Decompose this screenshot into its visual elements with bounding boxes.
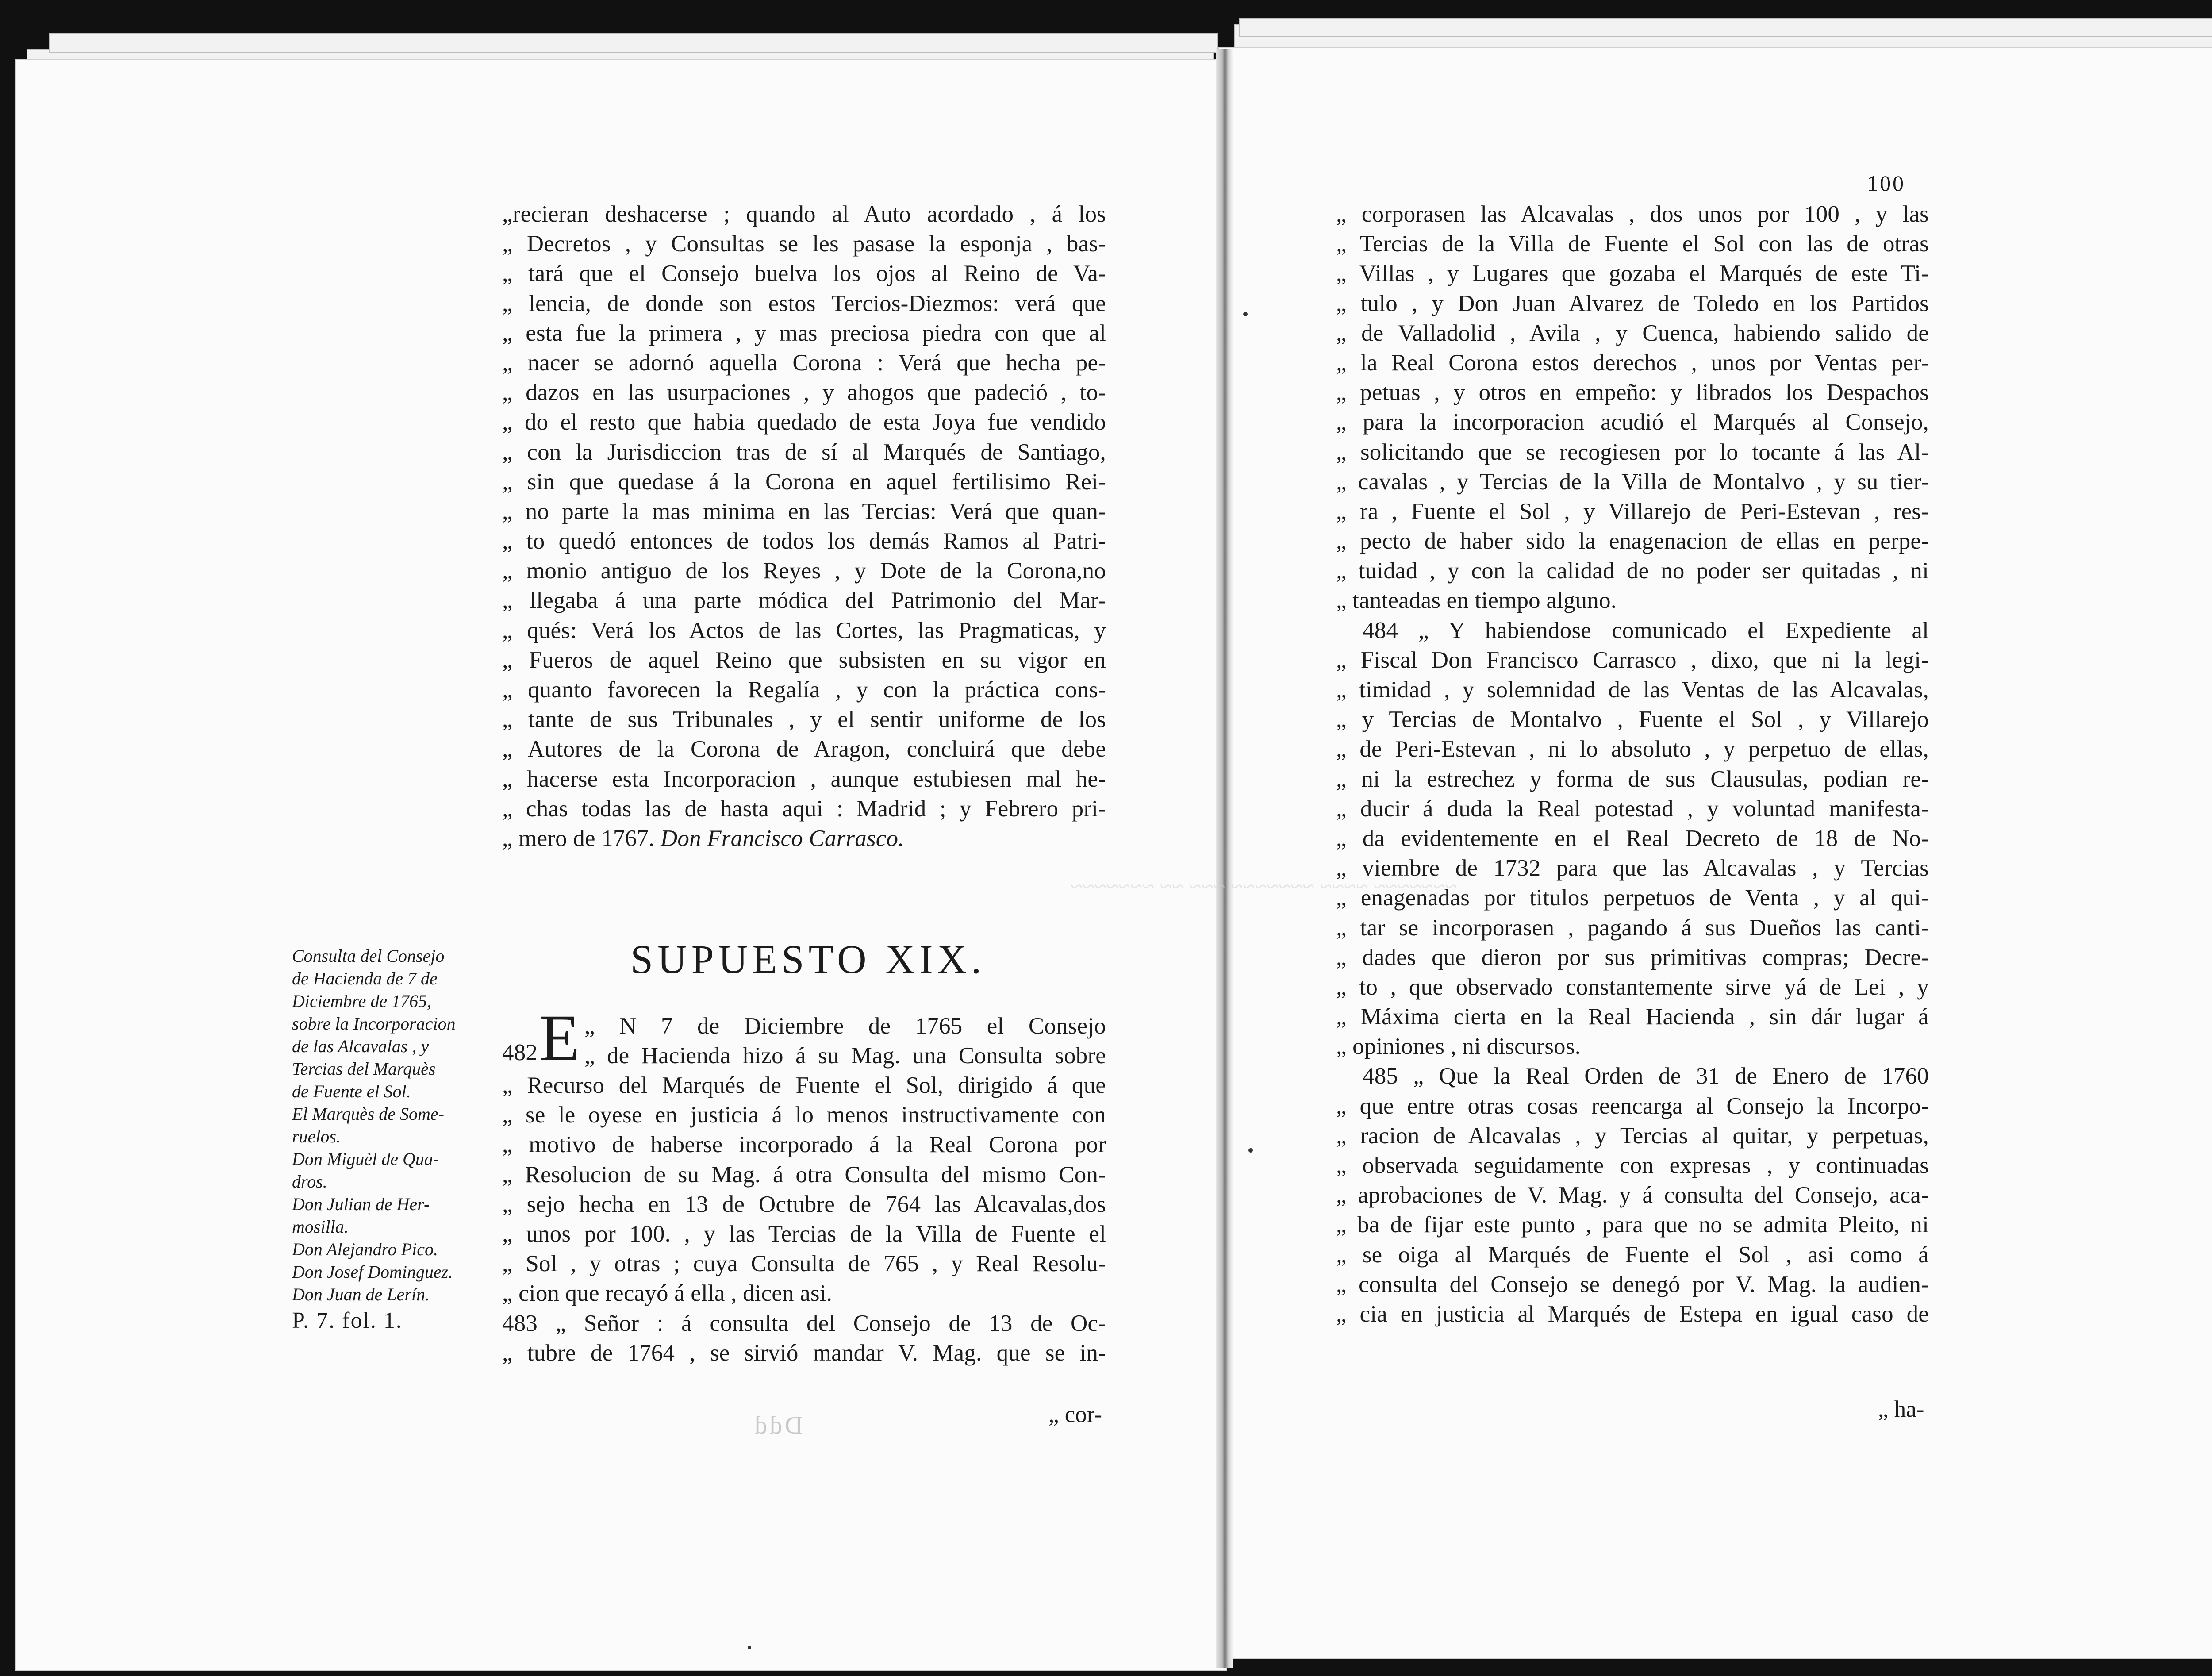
text-line: „ pecto de haber sido la enagenacion de ellas en perpe- <box>1336 528 1929 554</box>
text-line: „ ba de fijar este punto , para que no se admita Pleito, ni <box>1336 1212 1929 1238</box>
text-line: „ to , que observado constantemente sirve yá de Lei , y <box>1336 974 1929 1000</box>
text-line: „ do el resto que habia quedado de esta Joya fue vendido <box>502 409 1106 435</box>
text-line: „ Resolucion de su Mag. á otra Consulta del mismo Con- <box>502 1161 1106 1188</box>
text-line: „ da evidentemente en el Real Decreto de 18 de No- <box>1336 825 1929 851</box>
text-line: „ tará que el Consejo buelva los ojos al Reino de Va- <box>502 261 1106 287</box>
text-line: „ viembre de 1732 para que las Alcavalas , y Tercias <box>1336 855 1929 881</box>
ink-dot <box>748 1646 751 1649</box>
text-line: „ unos por 100. , y las Tercias de la Villa de Fuente el <box>502 1221 1106 1247</box>
text-line: „ Autores de la Corona de Aragon, concluirá que debe <box>502 736 1106 762</box>
paragraph-number: 482 <box>502 1040 538 1065</box>
text-line: „ Decretos , y Consultas se les pasase la esponja , bas- <box>502 231 1106 257</box>
text-line: „ nacer se adornó aquella Corona : Verá que hecha pe- <box>502 350 1106 376</box>
text-line: 483 „ Señor : á consulta del Consejo de 13 de Oc- <box>502 1310 1106 1336</box>
text-line: „ Villas , y Lugares que gozaba el Marqués de este Ti- <box>1336 261 1929 287</box>
marginal-line: Diciembre de 1765, <box>292 991 432 1011</box>
text-line: „ N 7 de Diciembre de 1765 el Consejo <box>584 1013 1106 1039</box>
text-line: 484 „ Y habiendose comunicado el Expediente al <box>1363 617 1929 643</box>
closing-signature: Don Francisco Carrasco. <box>660 825 904 851</box>
text-line: 485 „ Que la Real Orden de 31 de Enero de 1760 <box>1363 1063 1929 1089</box>
closing-line <box>502 824 1106 853</box>
catchword: „ ha- <box>1878 1396 1924 1422</box>
text-line: „ tubre de 1764 , se sirvió mandar V. Mag. que se in- <box>502 1340 1106 1366</box>
text-line: „ ducir á duda la Real potestad , y voluntad manifesta- <box>1336 796 1929 822</box>
text-line: „ to quedó entonces de todos los demás Ramos al Patri- <box>502 528 1106 554</box>
text-line: „ Tercias de la Villa de Fuente el Sol con las de otras <box>1336 231 1929 257</box>
marginal-line: mosilla. <box>292 1217 349 1237</box>
text-line: „ cavalas , y Tercias de la Villa de Montalvo , y su tier- <box>1336 469 1929 495</box>
text-line: „ qués: Verá los Actos de las Cortes, las Pragmaticas, y <box>502 617 1106 643</box>
marginal-line: Don Alejandro Pico. <box>292 1239 438 1259</box>
paragraph-482-opening <box>502 1001 1106 1075</box>
text-line: „ petuas , y otros en empeño: y librados los Despachos <box>1336 380 1929 406</box>
text-line: „ motivo de haberse incorporado á la Real Corona por <box>502 1132 1106 1158</box>
drop-cap: E <box>539 1001 580 1075</box>
text-line: „ se le oyese en justicia á lo menos instructivamente con <box>502 1102 1106 1128</box>
text-line: „ opiniones , ni discursos. <box>1336 1034 1581 1060</box>
page-edge <box>1239 18 2212 37</box>
closing-line-date: „ mero de 1767. <box>502 825 655 851</box>
text-line: „ Fueros de aquel Reino que subsisten en su vigor en <box>502 647 1106 673</box>
text-line: „ solicitando que se recogiesen por lo tocante á las Al- <box>1336 439 1929 465</box>
text-line: „ no parte la mas minima en las Tercias: Verá que quan- <box>502 498 1106 524</box>
text-line: „ que entre otras cosas reencarga al Consejo la Incorpo- <box>1336 1093 1929 1119</box>
text-line: „ de Peri-Estevan , ni lo absoluto , y perpetuo de ellas, <box>1336 736 1929 762</box>
text-line: „ aprobaciones de V. Mag. y á consulta del Consejo, aca- <box>1336 1182 1929 1208</box>
right-text-column <box>1336 200 1929 1329</box>
text-line: „ Fiscal Don Francisco Carrasco , dixo, que ni la legi- <box>1336 647 1929 673</box>
marginal-line: dros. <box>292 1172 327 1192</box>
text-line: „ dazos en las usurpaciones , y ahogos que padeció , to- <box>502 380 1106 406</box>
marginal-note <box>292 945 500 1332</box>
text-line: „ tulo , y Don Juan Alvarez de Toledo en los Partidos <box>1336 290 1929 316</box>
marginal-line: Don Julian de Her- <box>292 1194 430 1214</box>
marginal-line: El Marquès de Some- <box>292 1104 444 1124</box>
text-line: „ observada seguidamente con expresas , y continuadas <box>1336 1153 1929 1178</box>
text-line: „ monio antiguo de los Reyes , y Dote de la Corona,no <box>502 558 1106 584</box>
text-line: „ de Valladolid , Avila , y Cuenca, habiendo salido de <box>1336 320 1929 346</box>
marginal-line: sobre la Incorporacion <box>292 1014 456 1034</box>
text-line: „ Recurso del Marqués de Fuente el Sol, dirigido á que <box>502 1072 1106 1098</box>
text-line: „ racion de Alcavalas , y Tercias al quitar, y perpetuas, <box>1336 1122 1929 1149</box>
text-line: „ tuidad , y con la calidad de no poder ser quitadas , ni <box>1336 558 1929 584</box>
text-line: „ tanteadas en tiempo alguno. <box>1336 588 1617 614</box>
signature-mark: Ddd <box>752 1412 803 1439</box>
marginal-reference: P. 7. fol. 1. <box>292 1308 403 1333</box>
text-line: „ ra , Fuente el Sol , y Villarejo de Peri-Estevan , res- <box>1336 498 1929 524</box>
text-line: „ llegaba á una parte módica del Patrimonio del Mar- <box>502 588 1106 614</box>
section-heading: SUPUESTO XIX. <box>630 937 986 982</box>
marginal-line: de Fuente el Sol. <box>292 1081 411 1101</box>
marginal-line: Consulta del Consejo <box>292 946 445 966</box>
marginal-line: Don Josef Dominguez. <box>292 1262 453 1282</box>
page-number: 100 <box>1867 171 1905 196</box>
marginal-line: ruelos. <box>292 1126 341 1146</box>
book-gutter <box>1216 49 1233 1668</box>
text-line: „ timidad , y solemnidad de las Ventas de las Alcavalas, <box>1336 677 1929 703</box>
text-line: „ de Hacienda hizo á su Mag. una Consulta sobre <box>584 1043 1106 1069</box>
ink-dot <box>1248 1148 1253 1153</box>
bleed-through-text: ~~~~~~~ ~~~~ ~~~~~~~ ~~~ ~~ ~~~~~~~ <box>1071 874 1458 899</box>
text-line: „ tante de sus Tribunales , y el sentir uniforme de los <box>502 707 1106 733</box>
ink-dot <box>1243 312 1248 316</box>
text-line: „ Máxima cierta en la Real Hacienda , sin dár lugar á <box>1336 1004 1929 1030</box>
text-line: „ Sol , y otras ; cuya Consulta de 765 , y Real Resolu- <box>502 1251 1106 1277</box>
text-line: „ lencia, de donde son estos Tercios-Diezmos: verá que <box>502 290 1106 316</box>
text-line: „ y Tercias de Montalvo , Fuente el Sol , y Villarejo <box>1336 707 1929 733</box>
text-line: „ para la incorporacion acudió el Marqués al Consejo, <box>1336 409 1929 435</box>
text-line: „ cia en justicia al Marqués de Estepa en igual caso de <box>1336 1301 1929 1327</box>
text-line: „ con la Jurisdiccion tras de sí al Marqués de Santiago, <box>502 439 1106 465</box>
text-line: „ sin que quedase á la Corona en aquel fertilisimo Rei- <box>502 469 1106 495</box>
text-line: „ corporasen las Alcavalas , dos unos por 100 , y las <box>1336 201 1929 227</box>
marginal-line: Don Juan de Lerín. <box>292 1284 430 1304</box>
text-line: „ sejo hecha en 13 de Octubre de 764 las Alcavalas,dos <box>502 1191 1106 1217</box>
text-line: „ dades que dieron por sus primitivas compras; Decre- <box>1336 944 1929 970</box>
text-line: „ quanto favorecen la Regalía , y con la práctica cons- <box>502 677 1106 703</box>
catchword: „ cor- <box>1048 1402 1102 1427</box>
text-line: „ consulta del Consejo se denegó por V. Mag. la audien- <box>1336 1271 1929 1297</box>
text-line: „ la Real Corona estos derechos , unos por Ventas per- <box>1336 350 1929 376</box>
page-edge <box>49 33 1218 53</box>
text-line: „ cion que recayó á ella , dicen asi. <box>502 1280 833 1307</box>
marginal-line: Don Miguèl de Qua- <box>292 1149 439 1169</box>
text-line: „ se oiga al Marqués de Fuente el Sol , asi como á <box>1336 1242 1929 1268</box>
text-line: „recieran deshacerse ; quando al Auto acordado , á los <box>502 201 1106 227</box>
left-text-column <box>502 200 1106 853</box>
marginal-line: de las Alcavalas , y <box>292 1036 429 1056</box>
text-line: „ enagenadas por titulos perpetuos de Venta , y al qui- <box>1336 885 1929 911</box>
text-line: „ chas todas las de hasta aqui : Madrid ; y Febrero pri- <box>502 796 1106 822</box>
marginal-line: Tercias del Marquès <box>292 1059 436 1079</box>
text-line: „ ni la estrechez y forma de sus Clausulas, podian re- <box>1336 766 1929 792</box>
left-text-column-lower <box>502 1001 1106 1368</box>
marginal-line: de Hacienda de 7 de <box>292 969 438 988</box>
text-line: „ tar se incorporasen , pagando á sus Dueños las canti- <box>1336 915 1929 941</box>
text-line: „ esta fue la primera , y mas preciosa piedra con que al <box>502 320 1106 346</box>
text-line: „ hacerse esta Incorporacion , aunque estubiesen mal he- <box>502 766 1106 792</box>
